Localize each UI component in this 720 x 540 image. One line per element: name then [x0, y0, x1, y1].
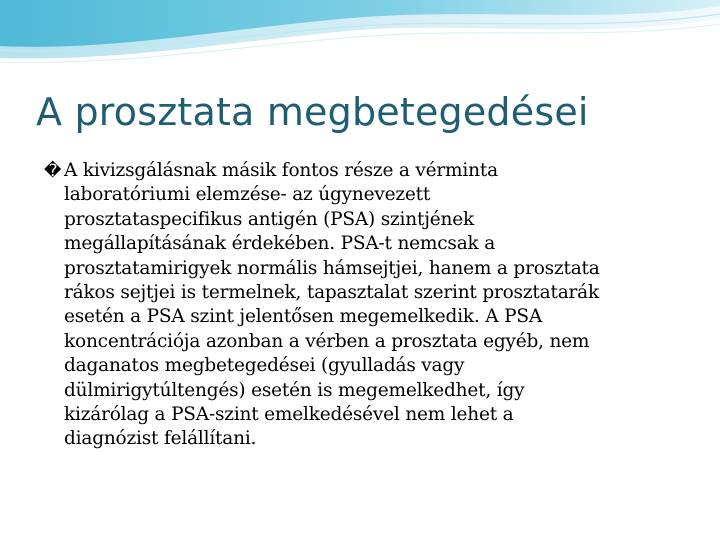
body-line: rákos sejtjei is termelnek, tapasztalat szerint prosztatarák	[64, 282, 600, 304]
body-line: esetén a PSA szint jelentősen megemelkedik. A PSA	[64, 306, 543, 328]
body-line: megállapításának érdekében. PSA-t nemcsak a	[64, 233, 496, 255]
body-line: prosztataspecifikus antigén (PSA) szintjének	[64, 208, 474, 230]
slide-title: A prosztata megbetegedései	[36, 90, 589, 134]
body-line: koncentrációja azonban a vérben a prosztata egyéb, nem	[64, 330, 590, 352]
body-line: laboratóriumi elemzése- az úgynevezett	[64, 184, 431, 206]
body-paragraph	[44, 159, 704, 452]
body-line: kizárólag a PSA-szint emelkedésével nem lehet a	[64, 404, 514, 426]
body-line: dülmirigytúltengés) esetén is megemelkedhet, így	[64, 379, 525, 401]
bullet-icon: �	[44, 161, 62, 181]
body-line: A kivizsgálásnak másik fontos része a vérminta	[64, 160, 498, 181]
decorative-wave-header	[0, 0, 720, 80]
body-line: diagnózist felállítani.	[64, 428, 257, 450]
body-line: daganatos megbetegedései (gyulladás vagy	[64, 355, 465, 377]
body-line: prosztatamirigyek normális hámsejtjei, hanem a prosztata	[64, 257, 600, 279]
